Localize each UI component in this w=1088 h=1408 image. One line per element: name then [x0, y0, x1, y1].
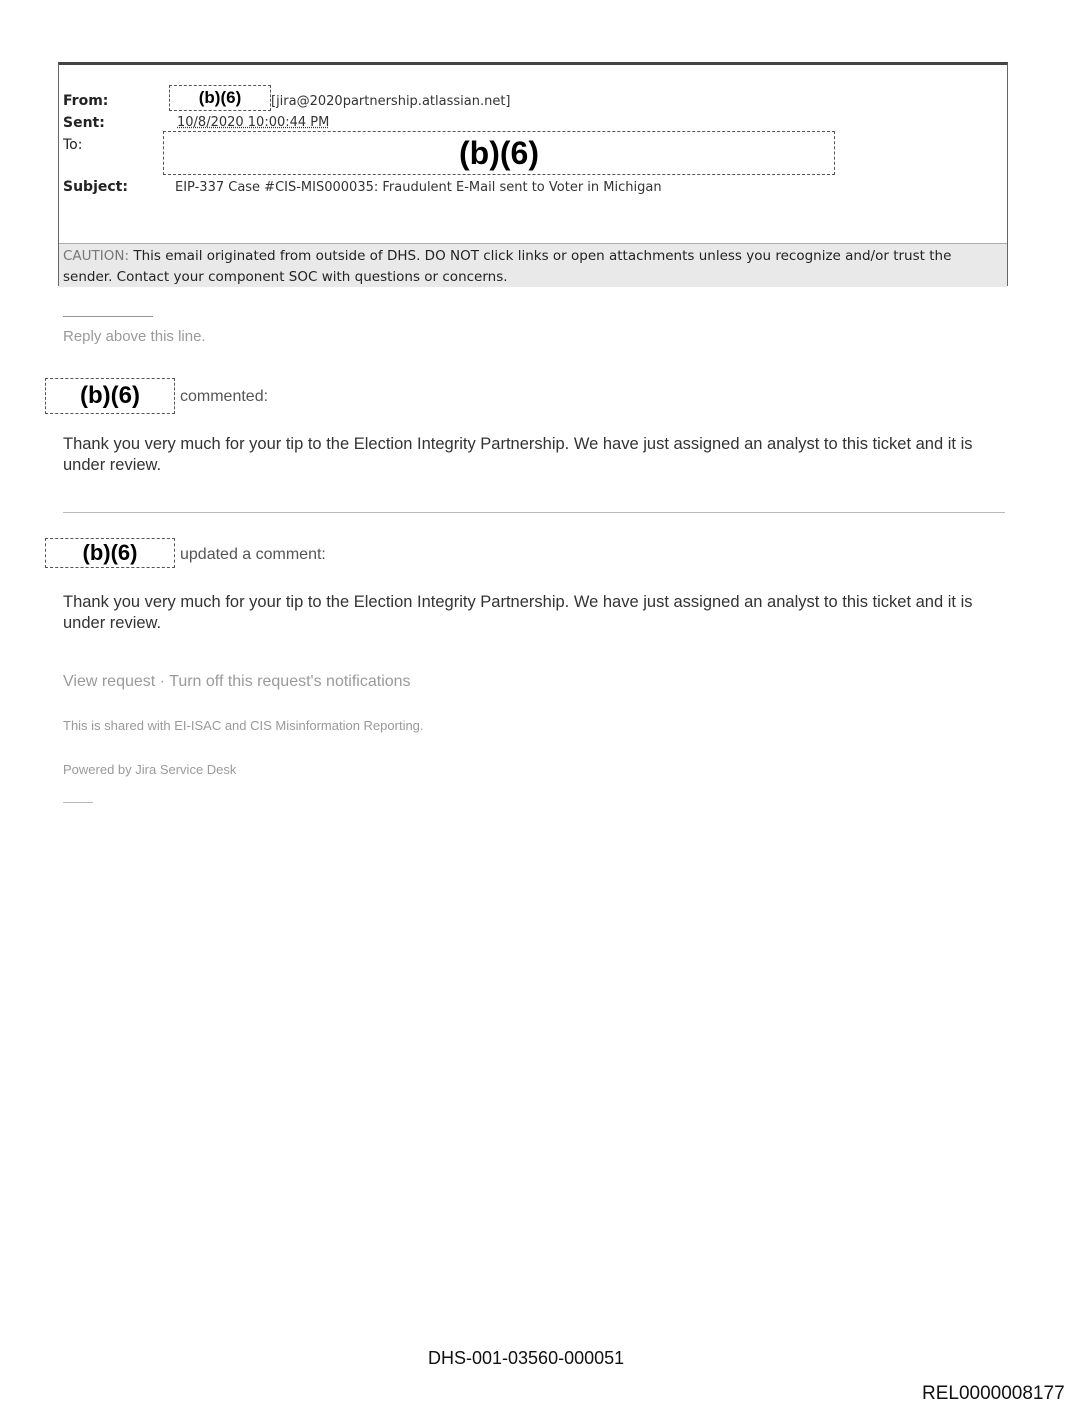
caution-word: CAUTION: [63, 248, 130, 264]
comment-text: Thank you very much for your tip to the Election Integrity Partnership. We have just assigned an analyst to this ticket and it is under review. [63, 435, 973, 474]
from-redaction: (b)(6) [169, 85, 271, 111]
reply-above-line: Reply above this line. [63, 328, 206, 345]
from-label: From: [63, 93, 109, 109]
comment-author-redaction: (b)(6) [45, 538, 175, 568]
sent-value: 10/8/2020 10:00:44 PM [177, 115, 330, 130]
email-header [58, 62, 1008, 286]
comment-author-redaction: (b)(6) [45, 378, 175, 414]
reply-divider [63, 316, 153, 317]
to-redaction: (b)(6) [163, 131, 835, 175]
document-id: DHS-001-03560-000051 [428, 1348, 625, 1368]
link-separator: · [159, 673, 165, 690]
shared-note: This is shared with EI-ISAC and CIS Misinformation Reporting. [63, 718, 424, 733]
view-request-link[interactable]: View request [63, 673, 156, 690]
to-label: To: [63, 137, 83, 153]
release-id: REL0000008177 [922, 1383, 1065, 1404]
request-links [63, 673, 411, 691]
from-address: [jira@2020partnership.atlassian.net] [271, 94, 511, 109]
subject-label: Subject: [63, 179, 128, 195]
comment-action: commented: [180, 388, 269, 405]
sent-label: Sent: [63, 115, 105, 131]
end-divider [63, 802, 93, 803]
comment-text: Thank you very much for your tip to the Election Integrity Partnership. We have just assigned an analyst to this ticket and it is under review. [63, 593, 973, 632]
caution-text: This email originated from outside of DHS. DO NOT click links or open attachments unless you recognize and/or trust the sender. Contact your component SOC with questions or concerns. [63, 248, 952, 285]
caution-banner [59, 243, 1007, 287]
powered-by[interactable]: Powered by Jira Service Desk [63, 762, 237, 777]
comment-divider [63, 512, 1005, 513]
subject-value: EIP-337 Case #CIS-MIS000035: Fraudulent E-Mail sent to Voter in Michigan [175, 180, 662, 195]
comment-action: updated a comment: [180, 546, 326, 563]
turn-off-notifications-link[interactable]: Turn off this request's notifications [169, 673, 411, 690]
